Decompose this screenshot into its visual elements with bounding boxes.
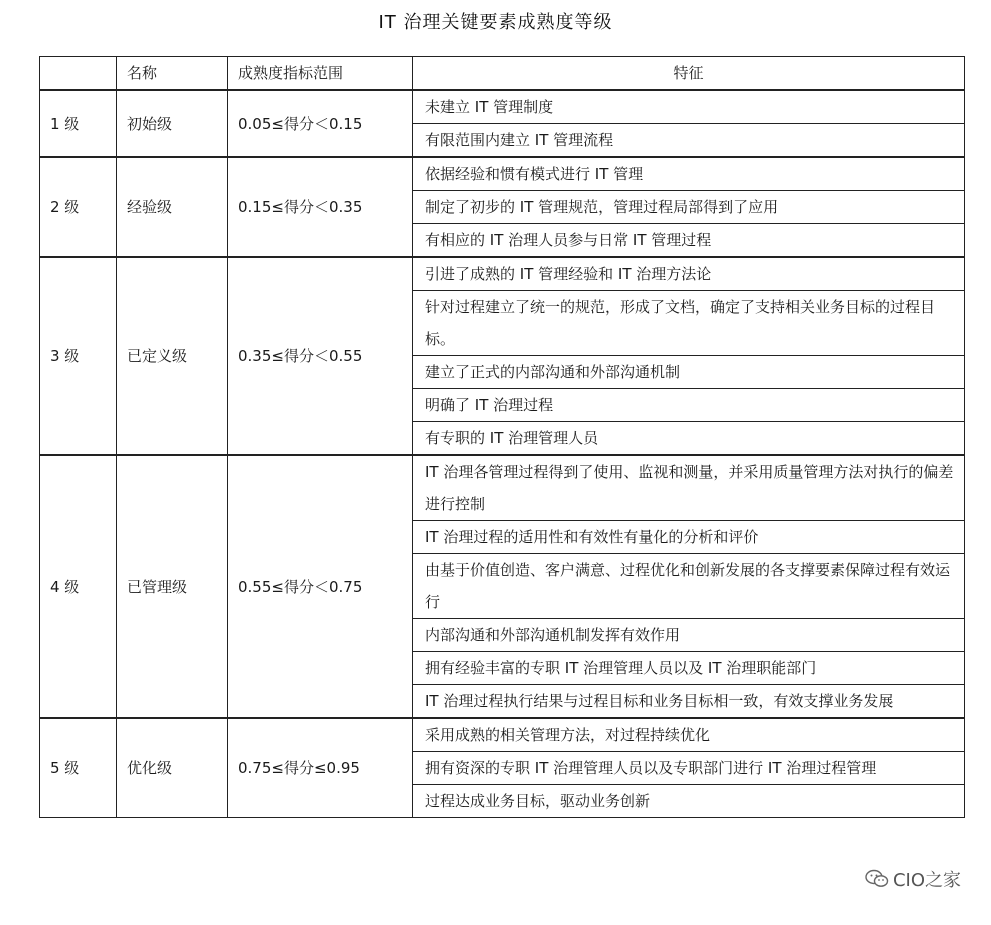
feature-cell: 制定了初步的 IT 管理规范，管理过程局部得到了应用 [413, 191, 965, 224]
name-cell: 经验级 [117, 157, 228, 257]
range-cell: 0.05≤得分＜0.15 [228, 90, 413, 157]
range-cell: 0.75≤得分≤0.95 [228, 718, 413, 818]
feature-cell: 过程达成业务目标，驱动业务创新 [413, 785, 965, 818]
watermark [865, 866, 961, 892]
feature-cell: 依据经验和惯有模式进行 IT 管理 [413, 157, 965, 191]
maturity-table [39, 56, 965, 818]
wechat-icon [865, 869, 889, 889]
feature-cell: IT 治理过程执行结果与过程目标和业务目标相一致，有效支撑业务发展 [413, 685, 965, 719]
table-row [40, 90, 965, 124]
feature-cell: 内部沟通和外部沟通机制发挥有效作用 [413, 619, 965, 652]
feature-cell: 建立了正式的内部沟通和外部沟通机制 [413, 356, 965, 389]
feature-cell: 明确了 IT 治理过程 [413, 389, 965, 422]
level-cell: 1 级 [40, 90, 117, 157]
feature-cell: 引进了成熟的 IT 管理经验和 IT 治理方法论 [413, 257, 965, 291]
header-name: 名称 [117, 57, 228, 91]
feature-cell: 针对过程建立了统一的规范，形成了文档，确定了支持相关业务目标的过程目标。 [413, 291, 965, 356]
name-cell: 优化级 [117, 718, 228, 818]
feature-cell: 有相应的 IT 治理人员参与日常 IT 管理过程 [413, 224, 965, 258]
name-cell: 已管理级 [117, 455, 228, 718]
table-row [40, 157, 965, 191]
table-row [40, 455, 965, 521]
name-cell: 已定义级 [117, 257, 228, 455]
table-row [40, 257, 965, 291]
feature-cell: IT 治理各管理过程得到了使用、监视和测量，并采用质量管理方法对执行的偏差进行控制 [413, 455, 965, 521]
level-cell: 5 级 [40, 718, 117, 818]
range-cell: 0.35≤得分＜0.55 [228, 257, 413, 455]
watermark-text: CIO之家 [892, 870, 961, 891]
header-row [40, 57, 965, 91]
level-cell: 4 级 [40, 455, 117, 718]
header-feature: 特征 [413, 57, 965, 91]
header-level [40, 57, 117, 91]
feature-cell: 拥有经验丰富的专职 IT 治理管理人员以及 IT 治理职能部门 [413, 652, 965, 685]
feature-cell: IT 治理过程的适用性和有效性有量化的分析和评价 [413, 521, 965, 554]
feature-cell: 未建立 IT 管理制度 [413, 90, 965, 124]
feature-cell: 采用成熟的相关管理方法，对过程持续优化 [413, 718, 965, 752]
table-row [40, 718, 965, 752]
page-title: IT 治理关键要素成熟度等级 [378, 12, 613, 33]
feature-cell: 拥有资深的专职 IT 治理管理人员以及专职部门进行 IT 治理过程管理 [413, 752, 965, 785]
feature-cell: 有限范围内建立 IT 管理流程 [413, 124, 965, 158]
level-cell: 3 级 [40, 257, 117, 455]
range-cell: 0.55≤得分＜0.75 [228, 455, 413, 718]
feature-cell: 由基于价值创造、客户满意、过程优化和创新发展的各支撑要素保障过程有效运行 [413, 554, 965, 619]
name-cell: 初始级 [117, 90, 228, 157]
level-cell: 2 级 [40, 157, 117, 257]
range-cell: 0.15≤得分＜0.35 [228, 157, 413, 257]
feature-cell: 有专职的 IT 治理管理人员 [413, 422, 965, 456]
header-range: 成熟度指标范围 [228, 57, 413, 91]
